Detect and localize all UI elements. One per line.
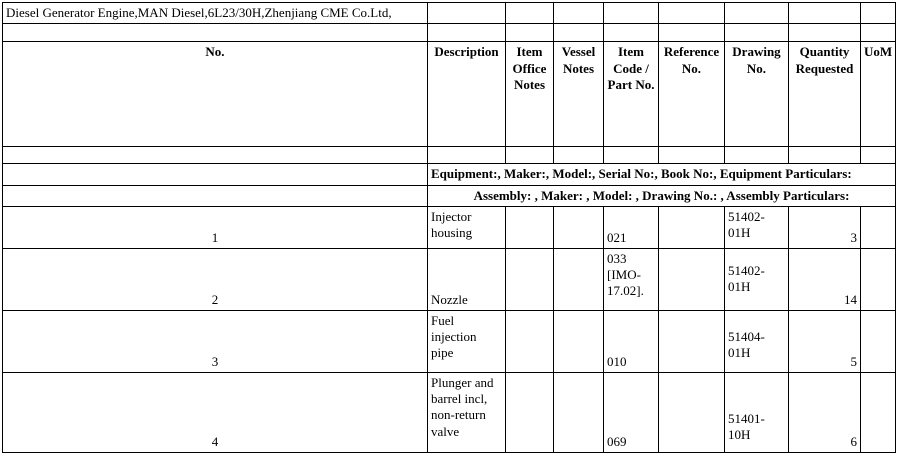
row-description: Fuel injection pipe bbox=[428, 310, 506, 372]
row-item-code: 033 [IMO-17.02]. bbox=[604, 248, 659, 310]
blank-row-1 bbox=[3, 24, 896, 42]
blank-cell-2-5 bbox=[604, 147, 659, 164]
row-item-code: 010 bbox=[604, 310, 659, 372]
column-header-drawing-no: Drawing No. bbox=[725, 42, 789, 147]
row-description: Plunger and barrel incl, non-return valve bbox=[428, 372, 506, 452]
title-row-filler-4 bbox=[604, 3, 659, 24]
row-no: 1 bbox=[3, 206, 428, 248]
title-row-filler-1 bbox=[428, 3, 506, 24]
row-vessel-notes bbox=[554, 248, 604, 310]
blank-cell-1-3 bbox=[506, 24, 554, 42]
blank-cell-1-5 bbox=[604, 24, 659, 42]
title-row-filler-6 bbox=[725, 3, 789, 24]
blank-cell-2-4 bbox=[554, 147, 604, 164]
blank-cell-1-9 bbox=[861, 24, 896, 42]
row-uom bbox=[861, 248, 896, 310]
column-header-item-code: Item Code / Part No. bbox=[604, 42, 659, 147]
assembly-particulars: Assembly: , Maker: , Model: , Drawing No.: , Assembly Particulars: bbox=[428, 185, 896, 206]
blank-cell-2-3 bbox=[506, 147, 554, 164]
blank-cell-1-7 bbox=[725, 24, 789, 42]
equipment-particulars: Equipment:, Maker:, Model:, Serial No:, Book No:, Equipment Particulars: bbox=[428, 164, 896, 185]
row-uom bbox=[861, 206, 896, 248]
row-description: Nozzle bbox=[428, 248, 506, 310]
row-item-code: 021 bbox=[604, 206, 659, 248]
row-no: 4 bbox=[3, 372, 428, 452]
row-item-office-notes bbox=[506, 206, 554, 248]
column-header-vessel-notes: Vessel Notes bbox=[554, 42, 604, 147]
blank-cell-1-6 bbox=[659, 24, 725, 42]
column-header-reference-no: Reference No. bbox=[659, 42, 725, 147]
assembly-row-left-spacer bbox=[3, 185, 428, 206]
row-uom bbox=[861, 372, 896, 452]
spreadsheet-sheet bbox=[0, 2, 897, 453]
row-item-office-notes bbox=[506, 310, 554, 372]
table-row[interactable] bbox=[3, 248, 896, 310]
title-row-filler-5 bbox=[659, 3, 725, 24]
row-reference-no bbox=[659, 372, 725, 452]
table-header-row bbox=[3, 42, 896, 147]
column-header-description: Description bbox=[428, 42, 506, 147]
assembly-section-row bbox=[3, 185, 896, 206]
table-row[interactable] bbox=[3, 206, 896, 248]
column-header-uom: UoM bbox=[861, 42, 896, 147]
row-drawing-no: 51404-01H bbox=[725, 310, 789, 372]
row-vessel-notes bbox=[554, 310, 604, 372]
title-row-filler-2 bbox=[506, 3, 554, 24]
row-item-code: 069 bbox=[604, 372, 659, 452]
row-reference-no bbox=[659, 310, 725, 372]
blank-row-2 bbox=[3, 147, 896, 164]
title-row bbox=[3, 3, 896, 24]
row-item-office-notes bbox=[506, 372, 554, 452]
row-description: Injector housing bbox=[428, 206, 506, 248]
blank-cell-1-8 bbox=[789, 24, 861, 42]
row-vessel-notes bbox=[554, 206, 604, 248]
title-row-filler-3 bbox=[554, 3, 604, 24]
parts-table bbox=[2, 2, 896, 453]
row-quantity: 6 bbox=[789, 372, 861, 452]
blank-cell-2-8 bbox=[789, 147, 861, 164]
table-row[interactable] bbox=[3, 310, 896, 372]
equipment-row-left-spacer bbox=[3, 164, 428, 185]
row-quantity: 3 bbox=[789, 206, 861, 248]
column-header-no: No. bbox=[3, 42, 428, 147]
row-vessel-notes bbox=[554, 372, 604, 452]
blank-cell-2-6 bbox=[659, 147, 725, 164]
title-row-filler-7 bbox=[789, 3, 861, 24]
row-reference-no bbox=[659, 248, 725, 310]
row-reference-no bbox=[659, 206, 725, 248]
column-header-item-office-notes: Item Office Notes bbox=[506, 42, 554, 147]
row-uom bbox=[861, 310, 896, 372]
blank-cell-2-1 bbox=[3, 147, 428, 164]
document-title: Diesel Generator Engine,MAN Diesel,6L23/30H,Zhenjiang CME Co.Ltd, bbox=[3, 3, 428, 24]
blank-cell-1-2 bbox=[428, 24, 506, 42]
row-no: 3 bbox=[3, 310, 428, 372]
blank-cell-2-9 bbox=[861, 147, 896, 164]
row-no: 2 bbox=[3, 248, 428, 310]
row-drawing-no: 51401-10H bbox=[725, 372, 789, 452]
blank-cell-2-7 bbox=[725, 147, 789, 164]
row-item-office-notes bbox=[506, 248, 554, 310]
table-row[interactable] bbox=[3, 372, 896, 452]
title-row-filler-8 bbox=[861, 3, 896, 24]
blank-cell-1-1 bbox=[3, 24, 428, 42]
equipment-section-row bbox=[3, 164, 896, 185]
row-drawing-no: 51402-01H bbox=[725, 248, 789, 310]
blank-cell-1-4 bbox=[554, 24, 604, 42]
row-quantity: 14 bbox=[789, 248, 861, 310]
row-quantity: 5 bbox=[789, 310, 861, 372]
column-header-quantity-requested: Quantity Requested bbox=[789, 42, 861, 147]
blank-cell-2-2 bbox=[428, 147, 506, 164]
row-drawing-no: 51402-01H bbox=[725, 206, 789, 248]
